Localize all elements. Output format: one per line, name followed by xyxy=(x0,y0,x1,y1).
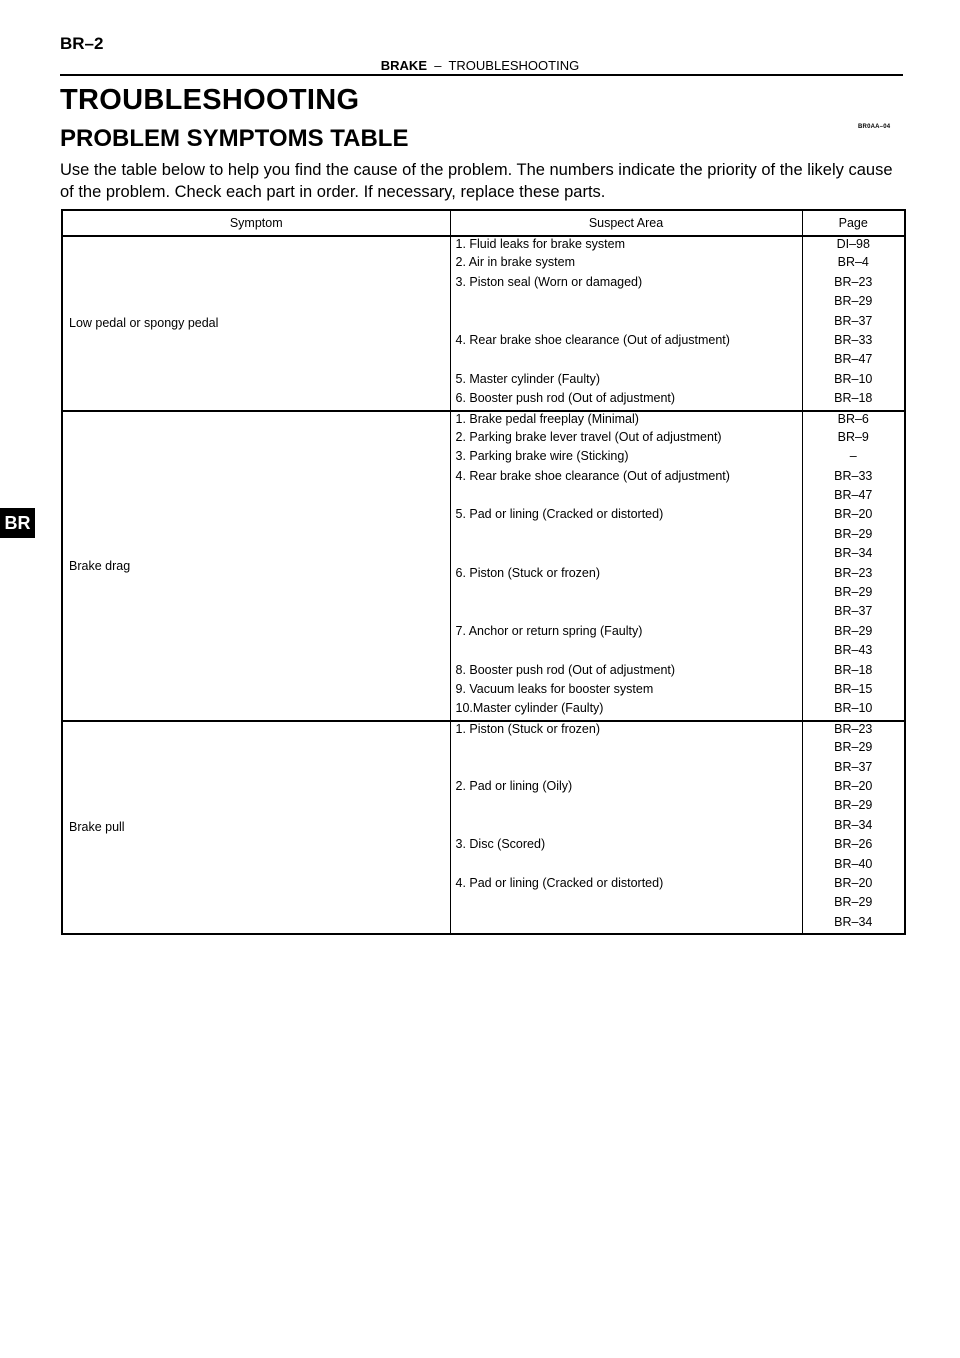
symptom-group xyxy=(62,236,905,411)
suspect-area-cell xyxy=(450,488,802,507)
suspect-area-cell xyxy=(450,352,802,371)
table-row xyxy=(62,721,905,740)
suspect-area-cell xyxy=(450,314,802,333)
suspect-area-cell: 1. Fluid leaks for brake system xyxy=(450,236,802,255)
page-reference-cell: BR–34 xyxy=(802,915,905,934)
column-header-page: Page xyxy=(802,210,905,236)
page-reference-cell: BR–29 xyxy=(802,527,905,546)
table-header-row xyxy=(62,210,905,236)
table-row xyxy=(62,411,905,430)
page-reference-cell: BR–9 xyxy=(802,430,905,449)
header-section: BRAKE xyxy=(380,58,427,73)
column-header-symptom: Symptom xyxy=(62,210,450,236)
symptom-cell: Brake drag xyxy=(62,411,450,721)
page-reference-cell: BR–29 xyxy=(802,624,905,643)
page-reference-cell: BR–29 xyxy=(802,740,905,759)
page-reference-cell: BR–34 xyxy=(802,546,905,565)
page-reference-cell: BR–29 xyxy=(802,798,905,817)
page-reference-cell: BR–37 xyxy=(802,314,905,333)
running-header xyxy=(0,58,960,73)
suspect-area-cell xyxy=(450,915,802,934)
suspect-area-cell: 4. Rear brake shoe clearance (Out of adjustment) xyxy=(450,333,802,352)
page-reference-cell: BR–37 xyxy=(802,760,905,779)
symptom-cell: Low pedal or spongy pedal xyxy=(62,236,450,411)
suspect-area-cell xyxy=(450,546,802,565)
page-reference-cell: BR–10 xyxy=(802,372,905,391)
column-header-suspect-area: Suspect Area xyxy=(450,210,802,236)
page-reference-cell: BR–47 xyxy=(802,488,905,507)
page-reference-cell: BR–20 xyxy=(802,507,905,526)
suspect-area-cell: 8. Booster push rod (Out of adjustment) xyxy=(450,663,802,682)
page-reference-cell: BR–34 xyxy=(802,818,905,837)
suspect-area-cell xyxy=(450,798,802,817)
suspect-area-cell: 1. Brake pedal freeplay (Minimal) xyxy=(450,411,802,430)
page-reference-cell: BR–29 xyxy=(802,585,905,604)
suspect-area-cell xyxy=(450,895,802,914)
suspect-area-cell xyxy=(450,527,802,546)
page-reference-cell: BR–33 xyxy=(802,469,905,488)
page-reference-cell: BR–20 xyxy=(802,779,905,798)
page-reference-cell: BR–15 xyxy=(802,682,905,701)
page-reference-cell: BR–6 xyxy=(802,411,905,430)
page-reference-cell: BR–33 xyxy=(802,333,905,352)
suspect-area-cell xyxy=(450,294,802,313)
page-reference-cell: BR–26 xyxy=(802,837,905,856)
symptom-group xyxy=(62,721,905,934)
suspect-area-cell xyxy=(450,818,802,837)
page-reference-cell: BR–29 xyxy=(802,294,905,313)
suspect-area-cell: 3. Piston seal (Worn or damaged) xyxy=(450,275,802,294)
suspect-area-cell xyxy=(450,604,802,623)
suspect-area-cell xyxy=(450,643,802,662)
page-reference-cell: BR–18 xyxy=(802,663,905,682)
page-reference-cell: BR–43 xyxy=(802,643,905,662)
table-row xyxy=(62,236,905,255)
page-reference-cell: – xyxy=(802,449,905,468)
section-tab: BR xyxy=(0,508,35,538)
header-separator: – xyxy=(434,58,442,73)
suspect-area-cell: 3. Parking brake wire (Sticking) xyxy=(450,449,802,468)
suspect-area-cell: 2. Pad or lining (Oily) xyxy=(450,779,802,798)
suspect-area-cell: 6. Piston (Stuck or frozen) xyxy=(450,566,802,585)
suspect-area-cell: 5. Pad or lining (Cracked or distorted) xyxy=(450,507,802,526)
section-title: PROBLEM SYMPTOMS TABLE xyxy=(60,125,409,152)
problem-symptoms-table xyxy=(61,209,906,935)
document-code: BR0AA–04 xyxy=(858,124,891,130)
page-reference-cell: BR–20 xyxy=(802,876,905,895)
suspect-area-cell: 5. Master cylinder (Faulty) xyxy=(450,372,802,391)
suspect-area-cell xyxy=(450,585,802,604)
page-reference-cell: BR–10 xyxy=(802,701,905,720)
suspect-area-cell xyxy=(450,857,802,876)
suspect-area-cell xyxy=(450,740,802,759)
page-reference-cell: DI–98 xyxy=(802,236,905,255)
suspect-area-cell: 1. Piston (Stuck or frozen) xyxy=(450,721,802,740)
page-reference-cell: BR–23 xyxy=(802,566,905,585)
suspect-area-cell: 4. Rear brake shoe clearance (Out of adjustment) xyxy=(450,469,802,488)
symptom-group xyxy=(62,411,905,721)
page-number: BR–2 xyxy=(60,34,104,53)
intro-paragraph: Use the table below to help you find the cause of the problem. The numbers indicate the priority of the likely cause of the problem. Check each part in order. If necessary, replace these parts. xyxy=(60,161,893,201)
page-reference-cell: BR–4 xyxy=(802,255,905,274)
header-rule xyxy=(60,74,903,76)
suspect-area-cell xyxy=(450,760,802,779)
suspect-area-cell: 2. Air in brake system xyxy=(450,255,802,274)
page-reference-cell: BR–40 xyxy=(802,857,905,876)
symptom-cell: Brake pull xyxy=(62,721,450,934)
page-title: TROUBLESHOOTING xyxy=(60,84,360,116)
suspect-area-cell: 10.Master cylinder (Faulty) xyxy=(450,701,802,720)
suspect-area-cell: 3. Disc (Scored) xyxy=(450,837,802,856)
suspect-area-cell: 7. Anchor or return spring (Faulty) xyxy=(450,624,802,643)
suspect-area-cell: 2. Parking brake lever travel (Out of adjustment) xyxy=(450,430,802,449)
header-title: TROUBLESHOOTING xyxy=(448,58,580,73)
page-reference-cell: BR–37 xyxy=(802,604,905,623)
page-reference-cell: BR–23 xyxy=(802,721,905,740)
page-reference-cell: BR–23 xyxy=(802,275,905,294)
page-reference-cell: BR–18 xyxy=(802,391,905,410)
suspect-area-cell: 6. Booster push rod (Out of adjustment) xyxy=(450,391,802,410)
page-reference-cell: BR–29 xyxy=(802,895,905,914)
page-reference-cell: BR–47 xyxy=(802,352,905,371)
suspect-area-cell: 9. Vacuum leaks for booster system xyxy=(450,682,802,701)
suspect-area-cell: 4. Pad or lining (Cracked or distorted) xyxy=(450,876,802,895)
